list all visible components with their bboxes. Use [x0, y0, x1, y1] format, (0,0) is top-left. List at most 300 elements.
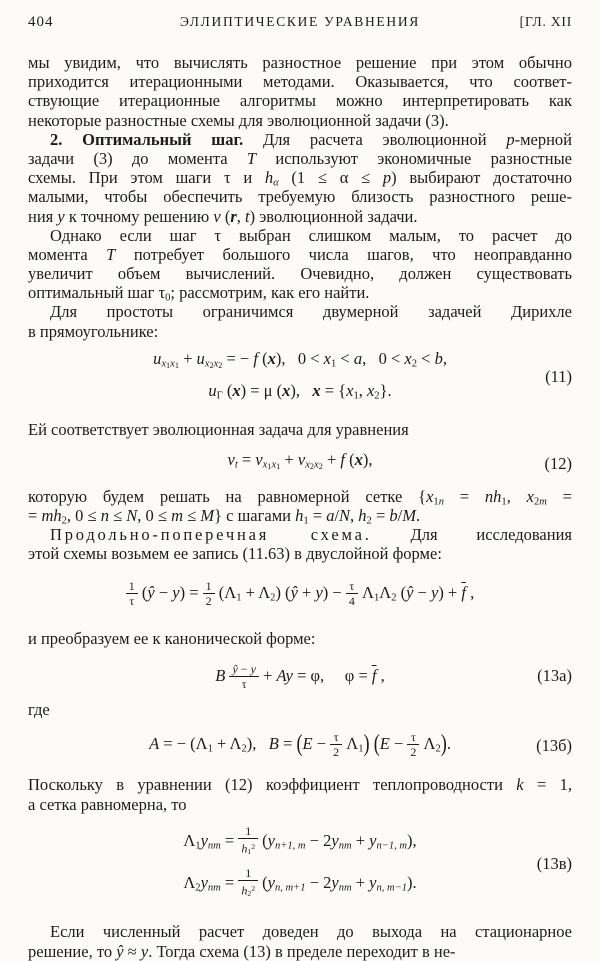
text-run: h [358, 505, 367, 525]
text-run: ( [137, 583, 148, 603]
text-run: где [28, 699, 50, 719]
text-run: x [267, 348, 276, 368]
text-run: y [369, 830, 377, 850]
text-run: Поскольку в уравнении (12) коэффициент теплопроводности [28, 775, 517, 795]
text-run: 1 [433, 495, 439, 507]
text-run: схемы. При этом шаги τ и [28, 168, 265, 188]
text-run: = [371, 505, 390, 525]
text-line [28, 322, 572, 341]
text-run: u [208, 380, 217, 400]
text-run: ŷ [406, 583, 414, 603]
text-run: 1 [128, 579, 135, 594]
text-line [28, 226, 572, 245]
text-run: 2 [366, 515, 372, 527]
text-run: τ [333, 729, 339, 744]
text-line [28, 922, 572, 941]
text-run: ) = [179, 583, 203, 603]
text-run: ( [344, 450, 355, 470]
text-line [28, 111, 572, 130]
text-run: некоторые разностные схемы для эволюционной задачи (3). [28, 110, 449, 130]
text-line [28, 775, 572, 794]
text-run: t [234, 459, 238, 471]
text-run: 2 [333, 744, 340, 759]
para-adi-scheme [28, 525, 572, 563]
text-run: nm [338, 840, 352, 851]
equation-line [28, 447, 572, 480]
text-run: = [546, 486, 572, 506]
text-run: , [358, 380, 367, 400]
text-run: ) [363, 729, 370, 757]
text-run: p [382, 168, 392, 188]
equation-line [28, 378, 572, 408]
text-run: nh [484, 486, 502, 506]
para-canonical-form [28, 629, 572, 648]
fraction-denominator [238, 880, 258, 901]
text-run: − [312, 734, 331, 753]
text-run: ( [396, 583, 407, 603]
text-run: nm [338, 882, 352, 894]
text-run: + Λ [241, 583, 271, 603]
text-run: x [262, 459, 268, 471]
text-line [28, 187, 572, 206]
text-run: k [516, 775, 524, 795]
text-run: y [57, 206, 65, 226]
text-line [28, 207, 572, 226]
text-run: 2 [318, 462, 323, 472]
text-run: 2. Оптимальный шаг. [50, 129, 244, 149]
text-line [28, 283, 572, 302]
text-run: = − [222, 348, 254, 368]
text-run: , [465, 583, 475, 603]
text-run: ), [246, 734, 269, 753]
chapter-ref: [ГЛ. XII [519, 14, 572, 29]
text-line [28, 168, 572, 187]
text-run: ŷ [116, 941, 124, 961]
text-run: y [200, 830, 208, 850]
text-run: m [539, 495, 547, 507]
text-run: 2 [218, 360, 223, 370]
text-run: Λ [379, 583, 392, 603]
fraction [330, 731, 342, 760]
text-run: , [350, 505, 359, 525]
text-run: 1 [174, 360, 179, 370]
text-line [28, 149, 572, 168]
text-run: 1 [166, 360, 171, 370]
text-run: − [389, 734, 408, 753]
text-line [28, 544, 572, 563]
text-run: 2 [435, 743, 441, 755]
text-line [28, 245, 572, 264]
text-run: x [204, 358, 210, 370]
text-run: y [331, 830, 339, 850]
text-run: ), 0 < [275, 348, 324, 368]
text-run: − 2 [305, 873, 332, 892]
text-run: , [236, 206, 246, 226]
text-run: + [178, 348, 197, 368]
text-run: ) ( [275, 583, 291, 603]
text-run: x [232, 380, 241, 400]
text-run: nm [207, 840, 221, 851]
para-iterative-methods [28, 53, 572, 130]
text-run: ; рассмотрим, как его найти. [170, 283, 370, 303]
text-run: x [346, 380, 354, 400]
text-line [28, 420, 572, 439]
text-run: используют экономичные разностные [256, 148, 572, 168]
equation-line [28, 864, 572, 906]
text-run: T [106, 244, 116, 264]
text-run: 1 [303, 515, 309, 527]
text-run: y [430, 583, 439, 603]
text-run: − [154, 583, 173, 603]
text-run: Для расчета эволюционной [243, 129, 507, 149]
text-run: в прямоугольнике: [28, 321, 159, 341]
text-run: ŷ [147, 583, 155, 603]
text-run: ). [407, 873, 417, 892]
text-run: x [312, 380, 321, 400]
equation-13a [28, 656, 572, 696]
text-run: Однако если шаг τ выбран слишком малым, то расчет до [50, 225, 572, 245]
text-run: , 0 ≤ [137, 505, 172, 525]
text-run: , 0 ≤ [66, 505, 101, 525]
text-run: m [171, 505, 184, 525]
text-run: Γ [216, 390, 223, 402]
fraction-denominator [346, 593, 358, 609]
text-run: 2 [533, 495, 540, 507]
text-run: 2 [241, 743, 247, 755]
text-run: 2 [309, 462, 314, 472]
text-run: приходится итерационными методами. Оказывается, что соответ- [28, 72, 572, 92]
text-run: h [264, 168, 274, 188]
text-line [28, 264, 572, 283]
text-run: 2 [195, 882, 201, 894]
text-run: f [340, 450, 345, 470]
text-run: E [379, 734, 390, 753]
text-run: r [230, 206, 237, 226]
equation-two-layer [28, 573, 572, 618]
fraction [238, 867, 258, 901]
text-run: 1 [330, 358, 337, 370]
text-run: ния [28, 206, 58, 226]
equation-number: (13а) [537, 665, 572, 685]
text-run: ŷ [232, 661, 238, 676]
text-run: u [153, 348, 162, 368]
text-run: x [426, 486, 434, 506]
para-optimal-step [28, 130, 572, 226]
para-uniform-grid [28, 487, 572, 525]
text-run: Λ [183, 830, 196, 850]
text-run: / [397, 505, 403, 525]
text-run: M [402, 505, 416, 525]
text-run: . [415, 505, 421, 525]
text-line [28, 629, 572, 648]
equation-number: (11) [545, 367, 572, 387]
text-run: 1 [358, 743, 364, 755]
equation-line [28, 723, 572, 769]
text-run: , 0 < [362, 348, 405, 368]
text-run: ) [440, 729, 447, 757]
text-run: ) эволюционной задачи. [249, 206, 418, 226]
text-run: , [376, 665, 385, 685]
text-run: x [314, 459, 319, 471]
text-line [28, 53, 572, 72]
text-run: мы увидим, что вычислять разностное решение при этом обычно [28, 53, 572, 72]
text-line [28, 91, 572, 110]
text-run: 2 [209, 360, 214, 370]
text-run: y [250, 661, 256, 676]
equation-12 [28, 447, 572, 480]
text-run: Продольно-поперечная схема. [50, 524, 372, 544]
text-run: потребует большого числа шагов, что неоправданно [115, 244, 572, 264]
text-line [28, 487, 572, 506]
text-run: = [220, 830, 239, 850]
text-run: 1 [267, 462, 272, 472]
text-run: 2 [270, 592, 276, 604]
text-run: h [241, 883, 248, 898]
fraction [203, 580, 215, 609]
text-run: 2 [374, 390, 380, 402]
text-run: Для исследования [371, 524, 572, 544]
text-line [28, 302, 572, 321]
equation-line [28, 822, 572, 864]
text-run: τ [241, 676, 247, 691]
text-run: 1 [195, 840, 201, 851]
fraction-numerator [330, 731, 342, 744]
text-run: x [271, 459, 277, 471]
text-run: < [417, 348, 435, 368]
equation-11 [28, 346, 572, 408]
text-run: ≤ [183, 505, 201, 525]
text-run: mh [41, 505, 62, 525]
text-run: τ [410, 729, 416, 744]
text-run: ( [220, 206, 231, 226]
text-run: τ [129, 594, 135, 609]
text-run: ≈ [123, 941, 141, 961]
fraction-denominator [407, 744, 419, 760]
text-run: + [280, 450, 298, 470]
text-run: f [253, 348, 258, 368]
equation-line [28, 656, 572, 696]
page-number: 404 [28, 14, 54, 30]
text-run: y [200, 873, 208, 892]
text-run: ( [296, 729, 303, 757]
fraction-denominator [229, 676, 258, 692]
equation-line [28, 346, 572, 378]
text-run: = { [320, 380, 347, 400]
text-run: . Тогда схема (13) в пределе переходит в не- [148, 941, 456, 961]
text-line [28, 130, 572, 149]
text-run: b [389, 505, 398, 525]
text-run: Ay [276, 665, 293, 685]
text-run: ( [222, 380, 233, 400]
text-run: x [404, 348, 412, 368]
text-run: h [295, 505, 304, 525]
text-run: (Λ [214, 583, 237, 603]
text-run: n [100, 505, 109, 525]
text-run: и преобразуем ее к канонической форме: [28, 628, 316, 648]
text-line [28, 506, 572, 525]
text-run: Для простоты ограничимся двумерной задачей Дирихле [50, 302, 572, 322]
text-run: увеличит объем вычислений. Очевидно, должен существовать [28, 264, 572, 284]
text-run: = − (Λ [159, 734, 208, 753]
text-run: y [140, 941, 149, 961]
text-run: к точному решению [64, 206, 214, 226]
text-run: v [297, 450, 306, 470]
text-run: + [351, 873, 370, 892]
page-body [28, 53, 572, 961]
text-run: ) выбирают достаточно [391, 168, 572, 188]
text-run: = [308, 505, 327, 525]
text-run: решение, то [28, 941, 117, 961]
text-run: = φ, φ = [292, 665, 372, 685]
text-run: -мерной [514, 129, 572, 149]
text-run: 1 [245, 866, 252, 881]
text-run: N [126, 505, 138, 525]
fraction-numerator [346, 580, 358, 593]
equation-line [28, 573, 572, 618]
text-run: v [227, 450, 235, 470]
equation-13v [28, 822, 572, 907]
page-header [28, 14, 572, 31]
text-run: / [334, 505, 340, 525]
text-run: 2 [411, 358, 417, 370]
fraction-denominator [238, 838, 258, 859]
text-run: ) − [322, 583, 346, 603]
text-run: 2 [251, 884, 256, 894]
equation-number: (13в) [536, 854, 572, 873]
para-step-too-small [28, 226, 572, 303]
text-run: N [339, 505, 351, 525]
text-run: B [268, 734, 279, 753]
fraction [407, 731, 419, 760]
text-run: $\overline{f}$ [461, 583, 466, 603]
text-line [28, 795, 572, 814]
text-run: этой схемы возьмем ее запись (11.63) в двуслойной форме: [28, 544, 442, 564]
text-run: x [213, 358, 219, 370]
text-run: x [282, 380, 291, 400]
text-run: x [526, 486, 534, 506]
text-run: 1 [245, 823, 252, 838]
text-run: < [336, 348, 354, 368]
fraction-denominator [126, 593, 138, 609]
text-run: 1 [276, 462, 281, 472]
text-run: 1 [501, 495, 507, 507]
text-run: 2 [247, 889, 252, 899]
fraction [238, 825, 258, 859]
text-run: + [297, 583, 316, 603]
para-evolution-problem [28, 420, 572, 439]
fraction [229, 663, 258, 692]
text-run: = [443, 486, 485, 506]
text-run: Λ [183, 873, 196, 892]
text-run: τ [349, 579, 355, 594]
para-heat-coefficient [28, 775, 572, 813]
text-run: 2 [61, 515, 67, 527]
equation-number: (13б) [536, 736, 572, 756]
running-title: ЭЛЛИПТИЧЕСКИЕ УРАВНЕНИЯ [180, 14, 420, 29]
text-run: + [322, 450, 341, 470]
text-run: }. [379, 380, 392, 400]
text-run: − 2 [305, 830, 332, 850]
text-run: 2 [410, 744, 417, 759]
text-run: момента [28, 244, 107, 264]
text-run: y [267, 873, 275, 892]
text-run: n, m+1 [275, 882, 306, 894]
text-run: x [305, 459, 310, 471]
fraction-numerator [203, 580, 215, 593]
text-run: x [366, 380, 375, 400]
fraction-numerator [407, 731, 419, 744]
text-run: E [302, 734, 313, 753]
text-run: = [220, 873, 239, 892]
fraction [126, 580, 138, 609]
text-run: b [434, 348, 443, 368]
text-line [28, 525, 572, 544]
text-run: а сетка равномерна, то [28, 794, 187, 814]
text-run: 1 [207, 743, 213, 755]
fraction-numerator [238, 825, 258, 838]
text-run: y [267, 830, 275, 850]
book-page [0, 14, 600, 961]
text-run: B [215, 665, 226, 685]
fraction [346, 580, 358, 609]
text-run: n+1, m [275, 840, 306, 851]
text-run: 4 [348, 594, 355, 609]
text-run: n−1, m [376, 840, 408, 851]
text-run: задачи (3) до момента [28, 148, 247, 168]
text-run: h [241, 841, 248, 856]
fraction-denominator [330, 744, 342, 760]
text-run: ствующие итерационные алгоритмы можно интерпретировать как [28, 91, 572, 111]
text-run: 1 [247, 846, 252, 856]
text-run: Λ [419, 734, 436, 753]
text-run: x [161, 358, 166, 370]
fraction-numerator [238, 867, 258, 880]
text-run: ), [407, 830, 417, 850]
text-run: 2 [205, 594, 212, 609]
text-run: ) + [438, 583, 462, 603]
text-run: + Λ [212, 734, 242, 753]
text-run: ≤ [108, 505, 127, 525]
text-run: y [369, 873, 377, 892]
text-run: 1 [205, 579, 212, 594]
text-run: ( [257, 348, 268, 368]
text-run: = [237, 450, 256, 470]
text-run: y [315, 583, 323, 603]
text-run: v [213, 206, 221, 226]
fraction-denominator [203, 593, 215, 609]
text-run: p [506, 129, 515, 149]
text-line [28, 942, 572, 961]
text-run: T [246, 148, 257, 168]
text-run: Λ [342, 734, 359, 753]
text-run: u [196, 348, 205, 368]
text-run: y [331, 873, 339, 892]
text-run: + [258, 665, 277, 685]
text-run: ) = μ ( [240, 380, 283, 400]
text-run: Если численный расчет доведен до выхода на стационарное [50, 922, 572, 942]
text-run: = [278, 734, 297, 753]
text-run: v [255, 450, 263, 470]
text-run: M [200, 505, 215, 525]
equation-13b [28, 723, 572, 769]
text-run: − [413, 583, 431, 603]
text-run: = [28, 505, 42, 525]
text-run: ), [362, 450, 373, 470]
text-run: n, m−1 [376, 882, 408, 894]
text-run: оптимальный шаг τ [28, 283, 166, 303]
text-run: , [506, 486, 527, 506]
text-run: которую будем решать на равномерной сетке { [28, 486, 427, 506]
